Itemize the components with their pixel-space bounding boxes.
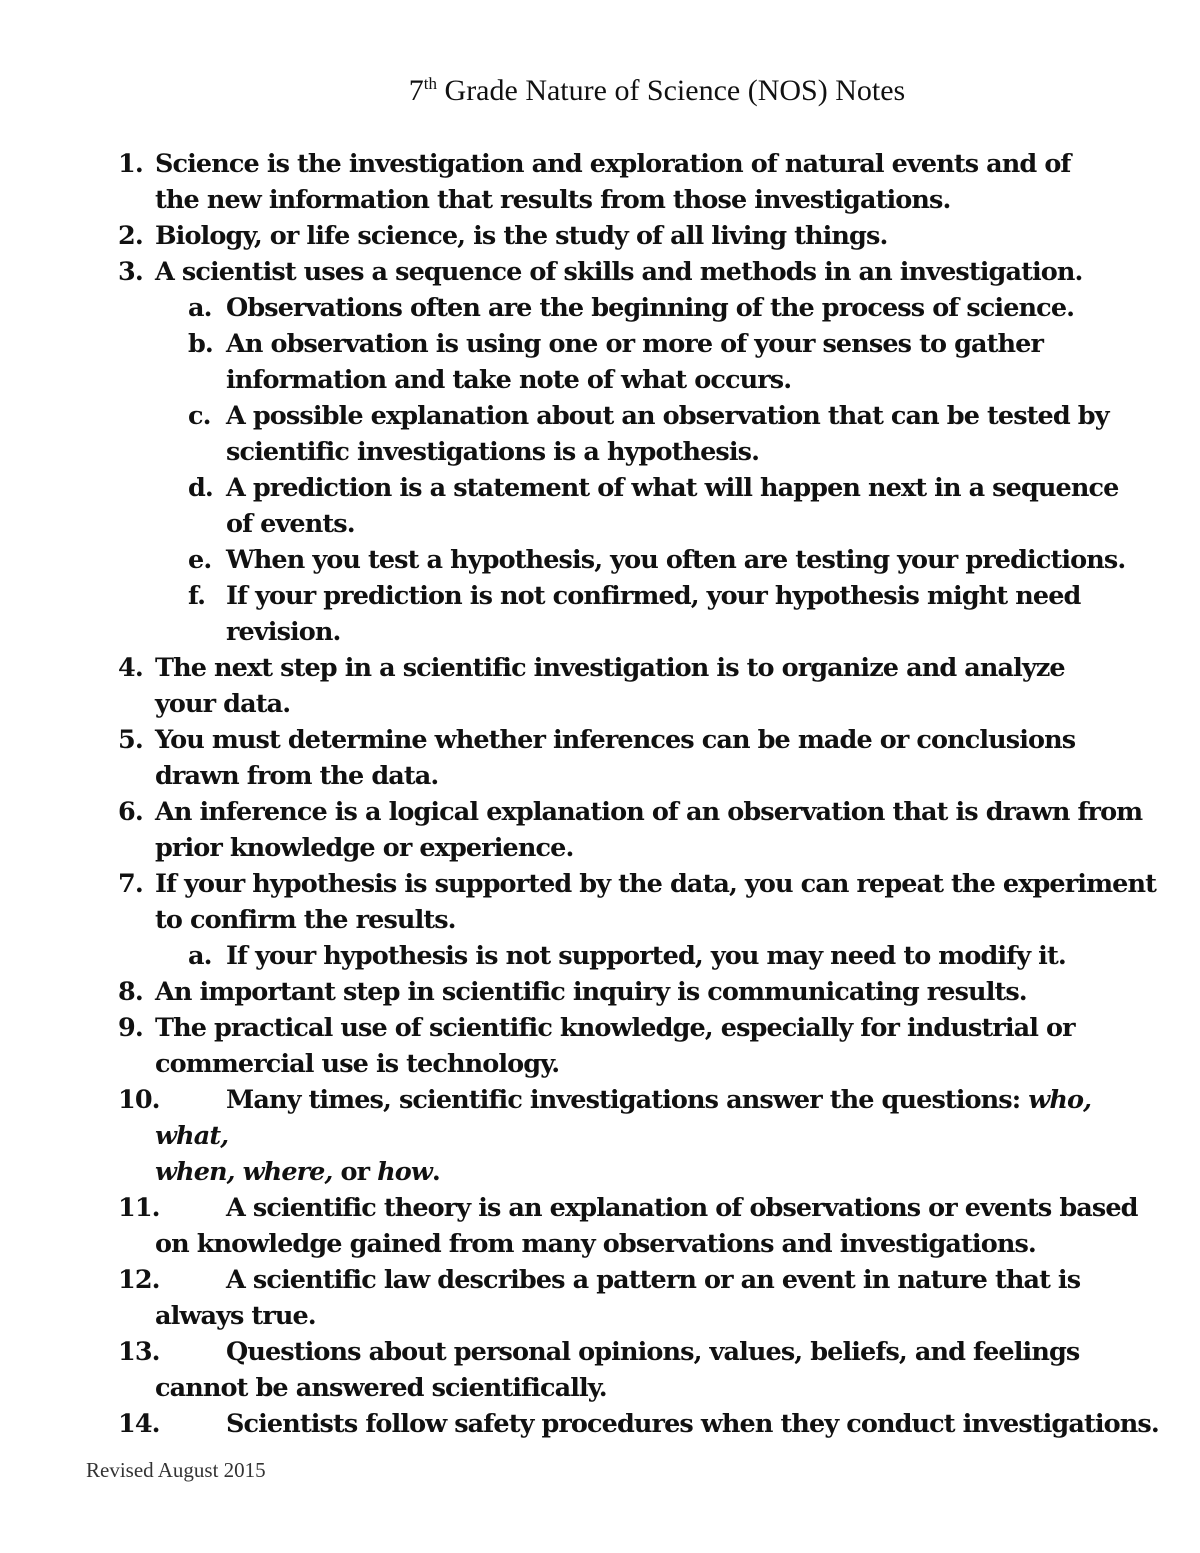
item-text-line: Scientists follow safety procedures when they conduct investigations. <box>226 1409 1159 1439</box>
item-text-line: A scientific theory is an explanation of observations or events based <box>226 1193 1138 1223</box>
item-text: Science is the investigation and exploration of natural events and of the new information that results from those investigations. <box>155 149 1071 215</box>
page-title <box>0 74 1200 108</box>
revision-footer: Revised August 2015 <box>86 1458 266 1482</box>
list-item-8 <box>0 974 1140 1010</box>
subitem-text: When you test a hypothesis, you often are testing your predictions. <box>226 545 1126 575</box>
item-text-line: Questions about personal opinions, values, beliefs, and feelings <box>226 1337 1080 1367</box>
list-subitem-7a <box>0 938 1156 974</box>
item-text: The next step in a scientific investigation is to organize and analyze your data. <box>155 653 1065 719</box>
item-number: 8. <box>118 977 143 1007</box>
list-item-4 <box>0 650 1130 722</box>
subitem-text: A possible explanation about an observation that can be tested by scientific investigations is a hypothesis. <box>226 401 1109 467</box>
list-item-3 <box>0 254 1115 290</box>
item-number: 10. <box>118 1085 160 1115</box>
item-text-line: always true. <box>155 1301 316 1331</box>
item-text: If your hypothesis is supported by the data, you can repeat the experiment to confirm the results. <box>155 869 1157 935</box>
item-text: An important step in scientific inquiry is communicating results. <box>155 977 1027 1007</box>
emphasis-when: when, <box>155 1157 235 1187</box>
list-item-9 <box>0 1010 1105 1082</box>
subitem-text: An observation is using one or more of your senses to gather information and take note of what occurs. <box>226 329 1043 395</box>
list-subitem-3f <box>0 578 1096 650</box>
list-item-1 <box>0 146 1115 218</box>
list-item-14 <box>0 1406 1175 1442</box>
item-number: 7. <box>118 869 143 899</box>
item-text <box>155 1262 1155 1334</box>
list-item-5 <box>0 722 1160 794</box>
item-text <box>155 1334 1155 1406</box>
item-number: 9. <box>118 1013 143 1043</box>
list-item-10 <box>0 1082 1155 1190</box>
title-number: 7 <box>408 74 424 107</box>
item-text-line: cannot be answered scientifically. <box>155 1373 607 1403</box>
period: . <box>431 1157 440 1187</box>
notes-list <box>0 146 1200 1442</box>
subitem-text: If your hypothesis is not supported, you may need to modify it. <box>226 941 1066 971</box>
list-subitem-3d <box>0 470 1146 542</box>
item-text: The practical use of scientific knowledge, especially for industrial or commercial use is technology. <box>155 1013 1075 1079</box>
item-text <box>155 1406 1175 1442</box>
subitem-letter: b. <box>188 329 213 359</box>
list-item-12 <box>0 1262 1155 1334</box>
title-superscript: th <box>423 74 438 93</box>
item-number: 5. <box>118 725 143 755</box>
subitem-text: A prediction is a statement of what will happen next in a sequence of events. <box>226 473 1119 539</box>
subitem-letter: f. <box>188 581 206 611</box>
title-text: Grade Nature of Science (NOS) Notes <box>437 74 906 107</box>
item-text-line: A scientific law describes a pattern or an event in nature that is <box>226 1265 1081 1295</box>
item-number: 14. <box>118 1409 160 1439</box>
list-item-2 <box>0 218 1115 254</box>
word-or: or <box>340 1157 370 1187</box>
list-subitem-3e <box>0 542 1146 578</box>
list-item-6 <box>0 794 1150 866</box>
item-number: 2. <box>118 221 143 251</box>
item-number: 12. <box>118 1265 160 1295</box>
item-number: 4. <box>118 653 143 683</box>
item-number: 11. <box>118 1193 160 1223</box>
list-item-11 <box>0 1190 1155 1262</box>
list-subitem-3c <box>0 398 1116 470</box>
emphasis-who: who, <box>1028 1085 1092 1115</box>
item-number: 1. <box>118 149 143 179</box>
item-number: 13. <box>118 1337 160 1367</box>
item-text-line: on knowledge gained from many observations and investigations. <box>155 1229 1036 1259</box>
item-text: An inference is a logical explanation of an observation that is drawn from prior knowledge or experience. <box>155 797 1143 863</box>
list-item-13 <box>0 1334 1155 1406</box>
emphasis-how: how <box>377 1157 432 1187</box>
item-number: 6. <box>118 797 143 827</box>
item-text: Biology, or life science, is the study of all living things. <box>155 221 888 251</box>
subitem-letter: a. <box>188 293 212 323</box>
item-text: A scientist uses a sequence of skills and methods in an investigation. <box>155 257 1083 287</box>
item-text <box>155 1190 1155 1262</box>
item-text: You must determine whether inferences can be made or conclusions drawn from the data. <box>155 725 1076 791</box>
subitem-letter: a. <box>188 941 212 971</box>
list-subitem-3a <box>0 290 1116 326</box>
subitem-letter: c. <box>188 401 211 431</box>
subitem-text: Observations often are the beginning of the process of science. <box>226 293 1075 323</box>
subitem-letter: d. <box>188 473 213 503</box>
item-text <box>155 1082 1155 1190</box>
list-subitem-3b <box>0 326 1056 398</box>
emphasis-where: where, <box>242 1157 333 1187</box>
list-item-7 <box>0 866 1160 938</box>
item-text-line: Many times, scientific investigations answer the questions: <box>226 1085 1029 1115</box>
subitem-text: If your prediction is not confirmed, your hypothesis might need revision. <box>226 581 1081 647</box>
emphasis-what: what, <box>155 1121 229 1151</box>
item-number: 3. <box>118 257 143 287</box>
subitem-letter: e. <box>188 545 212 575</box>
